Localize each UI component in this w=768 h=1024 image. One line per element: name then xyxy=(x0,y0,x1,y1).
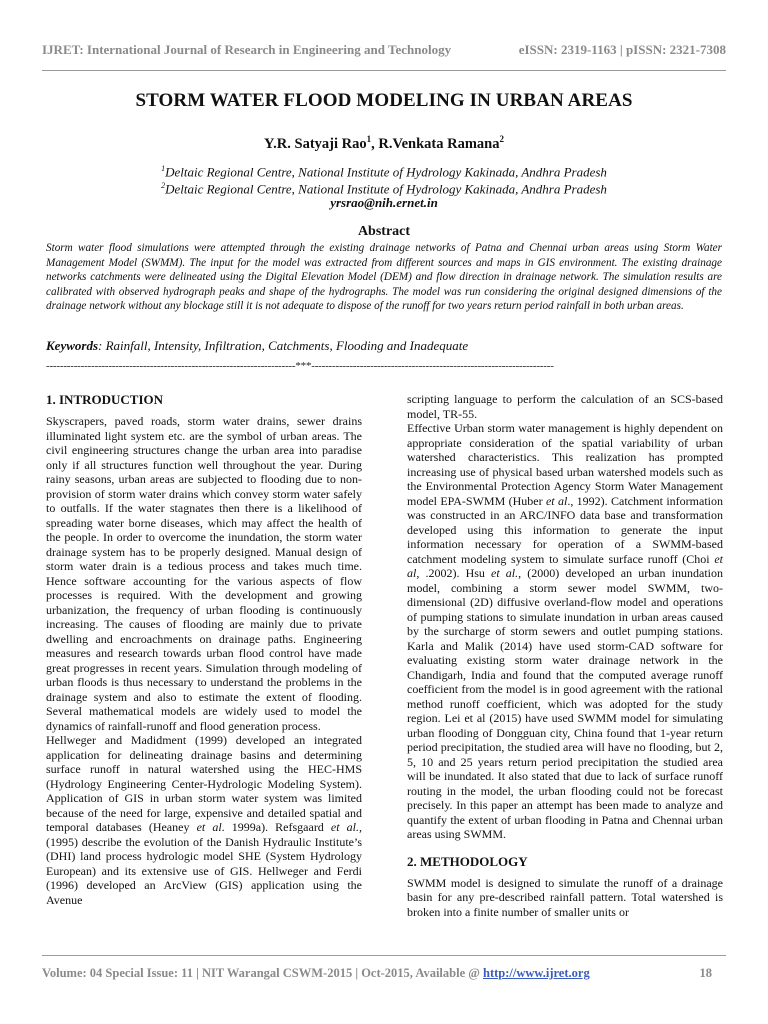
right-column xyxy=(407,392,723,919)
footer-text: Volume: 04 Special Issue: 11 | NIT Warangal CSWM-2015 | Oct-2015, Available @ xyxy=(42,966,483,980)
author-separator: , xyxy=(371,135,379,152)
author-1-sup: 1 xyxy=(366,134,372,144)
footer-rule xyxy=(42,955,726,956)
methodology-paragraph-1: SWMM model is designed to simulate the runoff of a drainage basin for any pre-described rainfall pattern. Total watershed is broken into a finite number of smaller units or xyxy=(407,875,723,919)
keywords-text: : Rainfall, Intensity, Infiltration, Catchments, Flooding and Inadequate xyxy=(98,338,469,353)
right-p2-etal-1: et al xyxy=(545,493,568,508)
author-2: R.Venkata Ramana xyxy=(378,135,500,152)
author-2-sup: 2 xyxy=(499,134,504,144)
intro-p2-etal-1: et al xyxy=(196,820,222,834)
abstract-body: Storm water flood simulations were attempted through the existing drainage networks of Patna and Chennai urban areas using Storm Water Management Model (SWMM). The input for the model was extracted from different sources and maps in GIS environment. The existing drainage networks catchments were delineated using the Digital Elevation Model (DEM) and flow direction in drainage network. The simulation results are calibrated with observed hydrograph peaks and shape of the hydrographs. The model was run considering the original designed dimensions of the drainage network without any blockage still it is not adequate to dispose of the runoff for two years return period rainfall in both urban areas. xyxy=(46,242,722,312)
intro-p2-part-a: Hellweger and Madidment (1999) developed an integrated application for delineating drainage basins and determining surface runoff in natural watershed using the HEC-HMS (Hydrology Engineering Center-Hydrologic Modeling System). Application of GIS in urban storm water system was limited because of the need for large, expensive and detailed spatial and temporal databases (Heaney xyxy=(46,733,362,834)
right-p2-part-b: ., 1992). Catchment information was constructed in an ARC/INFO data base and transformation developed using this information to generate the input information necessary for operation of a SWMM-based catchment modeling system to simulate surface runoff (Choi xyxy=(407,493,724,566)
keywords-label: Keywords xyxy=(46,338,98,353)
paper-title: STORM WATER FLOOD MODELING IN URBAN AREAS xyxy=(135,90,633,111)
footer-info xyxy=(42,966,590,981)
abstract-heading: Abstract xyxy=(357,224,411,239)
author-line xyxy=(42,134,726,153)
right-paragraph-1: scripting language to perform the calculation of an SCS-based model, TR-55. xyxy=(407,392,723,421)
journal-link[interactable]: http://www.ijret.org xyxy=(483,966,590,980)
author-1: Y.R. Satyaji Rao xyxy=(264,135,367,152)
introduction-heading: 1. INTRODUCTION xyxy=(46,392,164,407)
right-p2-etal-2: et al, xyxy=(407,551,723,580)
intro-p2-part-b: . 1999a). Refsgaard xyxy=(221,820,331,834)
header-rule xyxy=(42,70,726,71)
right-p2-part-d: (2000) developed an urban inundation model, combining a storm sewer model SWMM, two-dimensional (2D) diffusive overland-flow model and operations of pumping stations to simulate inundation in urban areas caused by the surcharge of storm sewers and outlet pumping stations. Karla and Malik (2014) have used storm-CAD software for evaluating existing storm water drainage network in the Chandigarh, India and found that the computed average runoff coefficient from the model is in good agreement with the rational method runoff coefficient, which was adopted for the study region. Lei et al (2015) have used SWMM model for simulating urban flooding of Dongguan city, China found that 1-year return period precipitation, the studied area will have no flooding, but 2, 5, 10 and 25 years return period precipitation the studied area will be inundated. It also stated that due to lack of surface runoff routing in the model, the urban flooding could not be forecast precisely. In this paper an attempt has been made to analyze and quantify the extent of urban flooding in Patna and Chennai urban areas using SWMM. xyxy=(407,566,723,841)
keywords-line xyxy=(46,338,722,354)
methodology-heading: 2. METHODOLOGY xyxy=(407,853,528,869)
affiliation-2-sup: 2 xyxy=(161,181,166,190)
section-separator: ------------------------------------------------------------------------***---------------------------------------------------------------------- xyxy=(46,360,554,372)
affiliation-1-text: Deltaic Regional Centre, National Institute of Hydrology Kakinada, Andhra Pradesh xyxy=(165,164,607,180)
running-header xyxy=(42,42,726,58)
page-number: 18 xyxy=(699,966,712,980)
right-paragraph-2 xyxy=(407,421,723,842)
right-p2-part-a: Effective Urban storm water management is highly dependent on appropriate consideration of the spatial variability of urban watershed characteristics. This realization has prompted increasing use of physical based urban watershed models such as the Environmental Protection Agency Storm Water Management model EPA-SWMM (Huber xyxy=(407,421,723,508)
intro-paragraph-1: Skyscrapers, paved roads, storm water drains, sewer drains illuminated light system etc. are the symbol of urban areas. The civil engineering structures change the urban area into paradise only if all structures function well throughout the year. During rainy seasons, urban areas are subjected to flooding due to non-provision of storm water drains which convey storm water safely to outfalls. If the water stagnates then there is a likelihood of spreading water borne diseases, which may affect the health of the people. In order to overcome the inundation, the storm water drainage system has to be properly designed. Manual design of storm water drain is a tedious process and takes much time. Hence software accounting for the various aspects of flow processes is required. With the development and growing urbanization, the frequency of urban flooding is continuously increasing. The causes of flooding are mainly due to private dwelling and encroachments on drainage paths. Engineering measures and research towards urban flood control have made great progresses in recent years. Simulation through modeling of urban floods is thus necessary to understand the problems in the drainage system and also to estimate the extent of flooding. Several mathematical models are widely used to model the dynamics of rainfall-runoff and flood generation process. xyxy=(46,414,362,733)
issn-info: eISSN: 2319-1163 | pISSN: 2321-7308 xyxy=(518,42,726,57)
right-p2-etal-3: et al., xyxy=(491,566,522,580)
intro-paragraph-2 xyxy=(46,733,362,907)
left-column xyxy=(46,392,362,907)
right-p2-part-c: .2002). Hsu xyxy=(419,566,492,580)
affiliation-1-sup: 1 xyxy=(161,164,166,173)
running-footer xyxy=(42,966,726,981)
intro-p2-part-c: (1995) describe the evolution of the Danish Hydraulic Institute’s (DHI) land process hydrologic model SHE (System Hydrology European) and its extensive use of GIS. Hellweger and Ferdi (1996) developed an ArcView (GIS) application using the Avenue xyxy=(46,834,362,907)
journal-name: IJRET: International Journal of Research in Engineering and Technology xyxy=(42,42,452,57)
intro-p2-etal-2: et al., xyxy=(330,820,362,834)
affiliation-2-text: Deltaic Regional Centre, National Institute of Hydrology Kakinada, Andhra Pradesh xyxy=(165,181,607,197)
author-email[interactable]: yrsrao@nih.ernet.in xyxy=(330,195,438,210)
